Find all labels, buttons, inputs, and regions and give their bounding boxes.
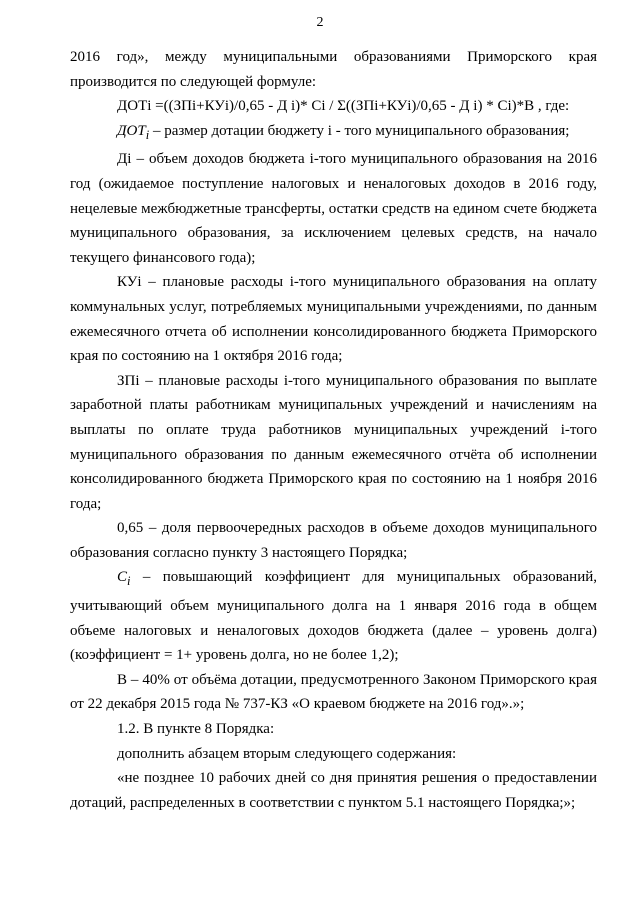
definition-b: В – 40% от объёма дотации, предусмотренного Законом Приморского края от 22 декабря 2015 года № 737-КЗ «О краевом бюджете на 2016 год».»; xyxy=(70,671,597,713)
supplement-note: дополнить абзацем вторым следующего содержания: xyxy=(117,745,457,762)
page-number: 2 xyxy=(316,15,324,30)
dot-symbol: ДОТ xyxy=(117,122,146,139)
dot-subscript: i xyxy=(145,127,150,142)
item-1-2: 1.2. В пункте 8 Порядка: xyxy=(117,721,275,738)
ci-symbol: C xyxy=(117,569,128,586)
quoted-text: «не позднее 10 рабочих дней со дня принятия решения о предоставлении дотаций, распределенных в соответствии с пунктом 5.1 настоящего Порядка;»; xyxy=(70,770,597,811)
definition-di: Дi – объем доходов бюджета i-того муниципального образования на 2016 год (ожидаемое поступление налоговых и неналоговых доходов в 2016 году, нецелевые межбюджетные трансферты, остатки средств на едином счете бюджета муниципального образования, за исключением целевых средств, на начало текущего финансового года); xyxy=(70,151,597,266)
definition-share: 0,65 – доля первоочередных расходов в объеме доходов муниципального образования согласно пункту 3 настоящего Порядка; xyxy=(70,520,597,561)
dot-definition-text: – размер дотации бюджету i - того муниципального образования; xyxy=(149,122,570,139)
definition-kui: КУi – плановые расходы i-того муниципального образования на оплату коммунальных услуг, потребляемых муниципальными учреждениями, по данным ежемесячного отчета об исполнении консолидированного бюджета Приморского края по состоянию на 1 октября 2016 года; xyxy=(70,274,597,365)
definition-zpi: ЗПi – плановые расходы i-того муниципального образования по выплате заработной платы работникам муниципальных учреждений и начислениям на выплаты по оплате труда работников муниципальных учреждений i-того муниципального образования по данным ежемесячного отчёта об исполнении консолидированного бюджета Приморского края по состоянию на 1 ноября 2016 года; xyxy=(70,372,597,512)
ci-subscript: i xyxy=(127,574,131,589)
document-body xyxy=(70,45,597,815)
definition-dot xyxy=(70,119,597,148)
formula: ДОТi =((ЗПi+КУi)/0,65 - Д i)* Сi / Σ((ЗПi+КУi)/0,65 - Д i) * Сi)*В , где: xyxy=(117,98,570,115)
definition-ci xyxy=(70,565,597,667)
paragraph-intro: 2016 год», между муниципальными образованиями Приморского края производится по следующей формуле: xyxy=(70,49,597,90)
ci-definition-text: – повышающий коэффициент для муниципальных образований, учитывающий объем муниципального долга на 1 января 2016 года в общем объеме налоговых и неналоговых доходов бюджета (далее – уровень долга) (коэффициент = 1+ уровень долга, но не более 1,2); xyxy=(70,569,597,664)
